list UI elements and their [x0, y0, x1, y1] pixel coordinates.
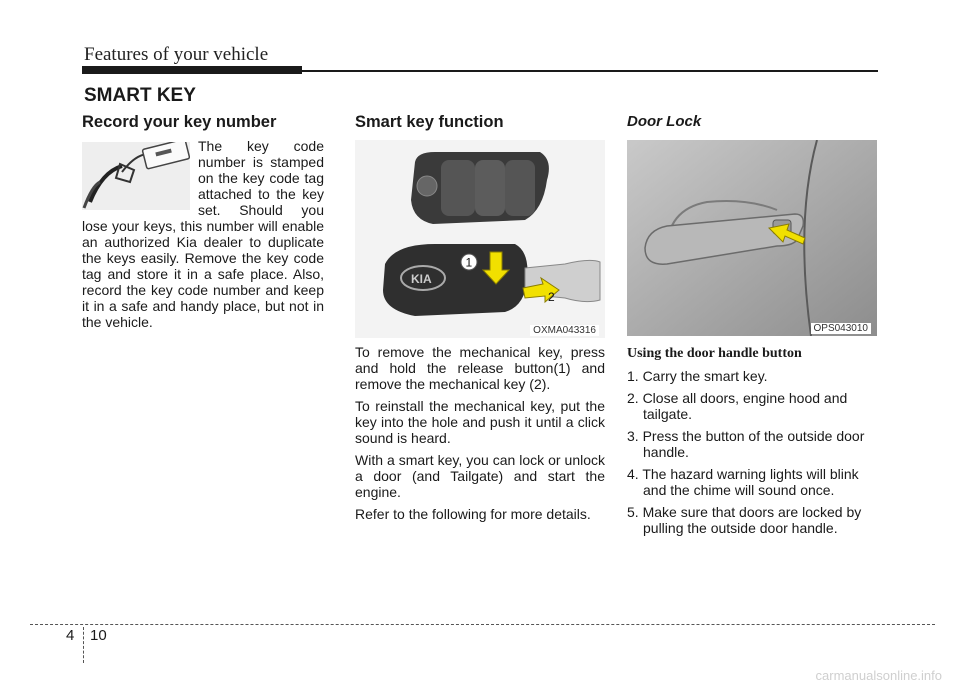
door-lock-step-5: 5. Make sure that doors are locked by pulling the outside door handle.	[627, 504, 862, 536]
column-door-lock	[627, 112, 877, 542]
smart-key-illustration	[355, 140, 605, 338]
heading-door-lock: Door Lock	[627, 113, 702, 130]
smart-key-paragraph-1: To remove the mechanical key, press and hold the release button(1) and remove the mechanical key (2).	[355, 344, 605, 392]
heading-smart-key-function: Smart key function	[355, 113, 504, 131]
smart-key-figure	[355, 140, 605, 338]
door-handle-figure	[627, 140, 877, 336]
smart-key-paragraph-3: With a smart key, you can lock or unlock a door (and Tailgate) and start the engine.	[355, 452, 605, 500]
key-tag-image	[82, 142, 190, 210]
header-rule-thick	[82, 66, 302, 74]
smart-key-paragraph-4: Refer to the following for more details.	[355, 506, 591, 522]
svg-text:KIA: KIA	[411, 272, 432, 286]
section-title: SMART KEY	[84, 85, 196, 106]
callout-2-label: 2	[548, 290, 555, 304]
chapter-number: 4	[66, 627, 75, 644]
callout-1-label: 1	[465, 255, 473, 270]
door-lock-step-4: 4. The hazard warning lights will blink and the chime will sound once.	[627, 466, 859, 498]
door-handle-illustration	[627, 140, 877, 336]
column-key-number	[82, 112, 324, 330]
footer-separator	[83, 627, 84, 663]
watermark: carmanualsonline.info	[815, 668, 942, 683]
heading-record-key-number: Record your key number	[82, 113, 277, 131]
door-lock-step-2: 2. Close all doors, engine hood and tailgate.	[627, 390, 848, 422]
door-lock-step-3: 3. Press the button of the outside door handle.	[627, 428, 865, 460]
smart-key-figure-code: OXMA043316	[530, 325, 599, 336]
key-number-block	[82, 138, 324, 330]
door-lock-steps	[627, 368, 877, 536]
header-title: Features of your vehicle	[84, 44, 269, 65]
door-handle-subheading: Using the door handle button	[627, 346, 802, 361]
smart-key-paragraph-2: To reinstall the mechanical key, put the key into the hole and push it until a click sound is heard.	[355, 398, 605, 446]
page-number: 10	[90, 627, 107, 644]
header-rule-thin	[300, 70, 878, 72]
column-smart-key-function	[355, 112, 605, 522]
key-tag-illustration	[82, 142, 190, 210]
door-lock-step-1: 1. Carry the smart key.	[627, 368, 768, 384]
key-number-text: The key code number is stamped on the key code tag attached to the key set. Should you lose your keys, this number will enable an authorized Kia dealer to duplicate the keys easily. Remove the key code tag and store it in a safe place. Also, record the key code number and keep it in a safe and handy place, but not in the vehicle.	[82, 138, 324, 330]
footer-rule	[30, 624, 935, 625]
door-handle-figure-code: OPS043010	[811, 323, 872, 334]
